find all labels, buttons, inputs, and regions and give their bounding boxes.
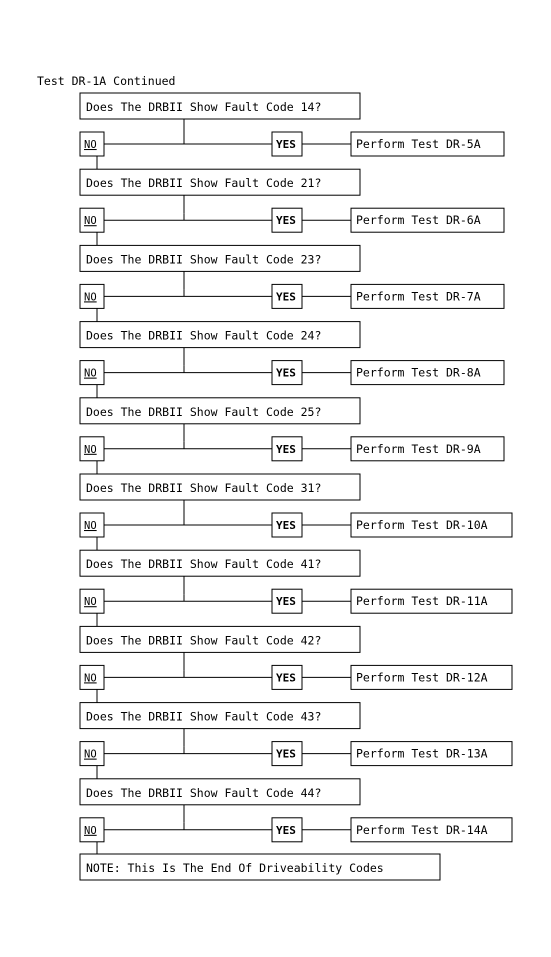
no-label: NO [84,443,97,456]
yes-label: YES [276,671,296,685]
no-label: NO [84,596,97,609]
action-text: Perform Test DR-8A [356,365,481,380]
action-text: Perform Test DR-11A [356,594,488,609]
flow-step [80,779,512,855]
yes-label: YES [276,214,296,228]
action-text: Perform Test DR-13A [356,746,488,761]
question-text: Does The DRBII Show Fault Code 14? [86,100,322,114]
question-text: Does The DRBII Show Fault Code 25? [86,404,322,419]
question-text: Does The DRBII Show Fault Code 24? [86,328,322,343]
yes-label: YES [276,519,296,532]
no-label: NO [84,367,97,380]
flow-step [80,626,512,702]
action-text: Perform Test DR-14A [356,822,488,837]
no-label: NO [84,824,97,837]
question-text: Does The DRBII Show Fault Code 41? [86,557,322,572]
action-text: Perform Test DR-6A [356,213,481,228]
yes-label: YES [276,747,296,761]
flow-step [80,245,504,321]
question-text: Does The DRBII Show Fault Code 42? [86,633,322,648]
no-label: NO [84,139,97,151]
action-text: Perform Test DR-7A [356,289,481,304]
flow-step [80,550,512,626]
yes-label: YES [276,442,296,456]
flow-step [80,93,504,169]
end-note-node [80,854,440,880]
action-text: Perform Test DR-9A [356,441,481,456]
flow-step [80,474,512,550]
yes-label: YES [276,290,296,304]
yes-label: YES [276,823,296,837]
yes-label: YES [276,138,296,151]
action-text: Perform Test DR-5A [356,137,481,151]
no-label: NO [84,672,97,685]
action-text: Perform Test DR-10A [356,518,488,532]
question-text: Does The DRBII Show Fault Code 23? [86,252,322,267]
end-note: NOTE: This Is The End Of Driveability Codes [86,861,384,875]
yes-label: YES [276,366,296,380]
question-text: Does The DRBII Show Fault Code 21? [86,176,322,191]
no-label: NO [84,291,97,304]
flow-step [80,322,504,398]
no-label: NO [84,520,97,532]
no-label: NO [84,215,97,228]
no-label: NO [84,748,97,761]
flow-step [80,169,504,245]
flow-steps [80,93,512,855]
flow-step [80,703,512,779]
question-text: Does The DRBII Show Fault Code 43? [86,709,322,724]
flow-step [80,398,504,474]
question-text: Does The DRBII Show Fault Code 31? [86,481,322,495]
question-text: Does The DRBII Show Fault Code 44? [86,785,322,800]
action-text: Perform Test DR-12A [356,670,488,685]
page-title: Test DR-1A Continued [37,74,176,88]
yes-label: YES [276,595,296,609]
